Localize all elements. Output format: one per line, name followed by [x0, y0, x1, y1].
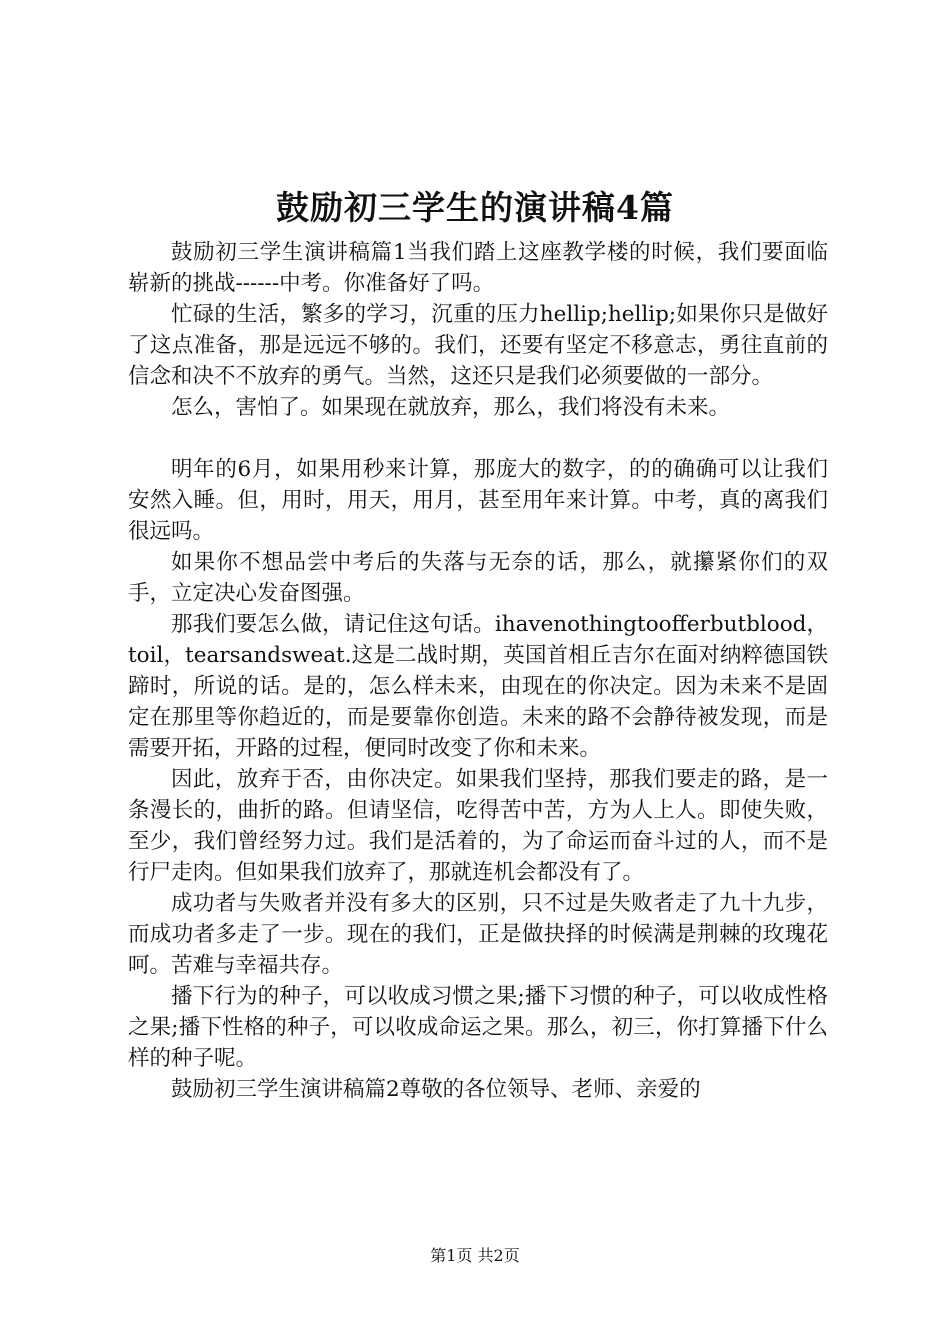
paragraph-3: 怎么，害怕了。如果现在就放弃，那么，我们将没有未来。 — [171, 395, 731, 420]
paragraph-8: 成功者与失败者并没有多大的区别，只不过是失败者走了九十九步，而成功者多走了一步。现在的我们，正是做抉择的时候满是荆棘的玫瑰花呵。苦难与幸福共存。 — [128, 891, 828, 978]
document-body — [128, 237, 828, 1105]
paragraph-7: 因此，放弃于否，由你决定。如果我们坚持，那我们要走的路，是一条漫长的，曲折的路。但请坚信，吃得苦中苦，方为人上人。即使失败，至少，我们曾经努力过。我们是活着的，为了命运而奋斗过的人，而不是行尸走肉。但如果我们放弃了，那就连机会都没有了。 — [128, 767, 828, 885]
paragraph-6: 那我们要怎么做，请记住这句话。ihavenothingtoofferbutblood，toil，tearsandsweat.这是二战时期，英国首相丘吉尔在面对纳粹德国铁蹄时，所说的话。是的，怎么样未来，由现在的你决定。因为未来不是固定在那里等你趋近的，而是要靠你创造。未来的路不会静待被发现，而是需要开拓，开路的过程，便同时改变了你和未来。 — [128, 612, 828, 761]
paragraph-9: 播下行为的种子，可以收成习惯之果;播下习惯的种子，可以收成性格之果;播下性格的种子，可以收成命运之果。那么，初三，你打算播下什么样的种子呢。 — [128, 984, 828, 1071]
document-title: 鼓励初三学生的演讲稿4篇 — [276, 188, 674, 227]
paragraph-4: 明年的6月，如果用秒来计算，那庞大的数字，的的确确可以让我们安然入睡。但，用时，用天，用月，甚至用年来计算。中考，真的离我们很远吗。 — [128, 457, 828, 544]
paragraph-2: 忙碌的生活，繁多的学习，沉重的压力hellip;hellip;如果你只是做好了这点准备，那是远远不够的。我们，还要有坚定不移意志，勇往直前的信念和决不不放弃的勇气。当然，这还只是我们必须要做的一部分。 — [128, 302, 828, 389]
paragraph-10: 鼓励初三学生演讲稿篇2尊敬的各位领导、老师、亲爱的 — [171, 1077, 701, 1102]
page-footer: 第1页 共2页 — [430, 1246, 520, 1265]
paragraph-1: 鼓励初三学生演讲稿篇1当我们踏上这座教学楼的时候，我们要面临崭新的挑战------中考。你准备好了吗。 — [128, 240, 828, 296]
paragraph-5: 如果你不想品尝中考后的失落与无奈的话，那么，就攥紧你们的双手，立定决心发奋图强。 — [128, 550, 828, 606]
